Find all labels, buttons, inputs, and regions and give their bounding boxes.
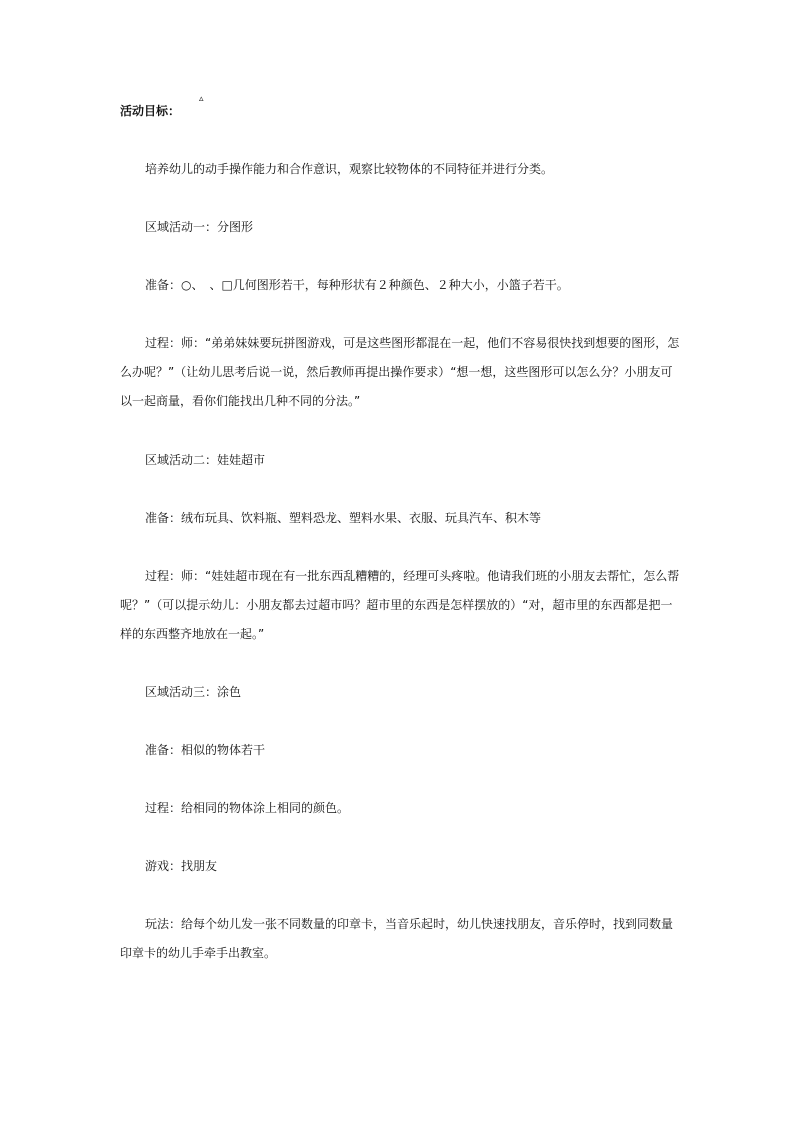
activity-2-process: 过程：师：“娃娃超市现在有一批东西乱糟糟的，经理可头疼啦。他请我们班的小朋友去帮忙，怎么帮呢？”（可以提示幼儿：小朋友都去过超市吗？超市里的东西是怎样摆放的）“对，超市里的东西都是把一样的东西整齐地放在一起。” — [120, 569, 680, 641]
goal-paragraph: 培养幼儿的动手操作能力和合作意识，观察比较物体的不同特征并进行分类。 — [145, 162, 554, 176]
section-heading: 活动目标： — [120, 104, 181, 118]
game-rules: 玩法：给每个幼儿发一张不同数量的印章卡，当音乐起时，幼儿快速找朋友，音乐停时，找到同数量印章卡的幼儿手牵手出教室。 — [120, 917, 674, 960]
activity-1-title: 区域活动一：分图形 — [145, 220, 254, 234]
activity-3-title: 区域活动三：涂色 — [145, 685, 242, 699]
activity-3-preparation: 准备：相似的物体若干 — [145, 743, 266, 757]
triangle-marker-icon: ▵ — [199, 94, 204, 104]
activity-1-process: 过程：师：“弟弟妹妹要玩拼图游戏，可是这些图形都混在一起，他们不容易很快找到想要的图形，怎么办呢？”（让幼儿思考后说一说，然后教师再提出操作要求）“想一想，这些图形可以怎么分？小朋友可以一起商量，看你们能找出几种不同的分法。” — [120, 336, 680, 408]
activity-3-process: 过程：给相同的物体涂上相同的颜色。 — [145, 801, 350, 815]
activity-1-preparation: 准备：○、 、□几何图形若干，每种形状有２种颜色、２种大小，小篮子若干。 — [145, 278, 569, 292]
activity-2-preparation: 准备：绒布玩具、饮料瓶、塑料恐龙、塑料水果、衣服、玩具汽车、积木等 — [145, 511, 542, 525]
game-title: 游戏：找朋友 — [145, 859, 218, 873]
activity-2-title: 区域活动二：娃娃超市 — [145, 453, 266, 467]
